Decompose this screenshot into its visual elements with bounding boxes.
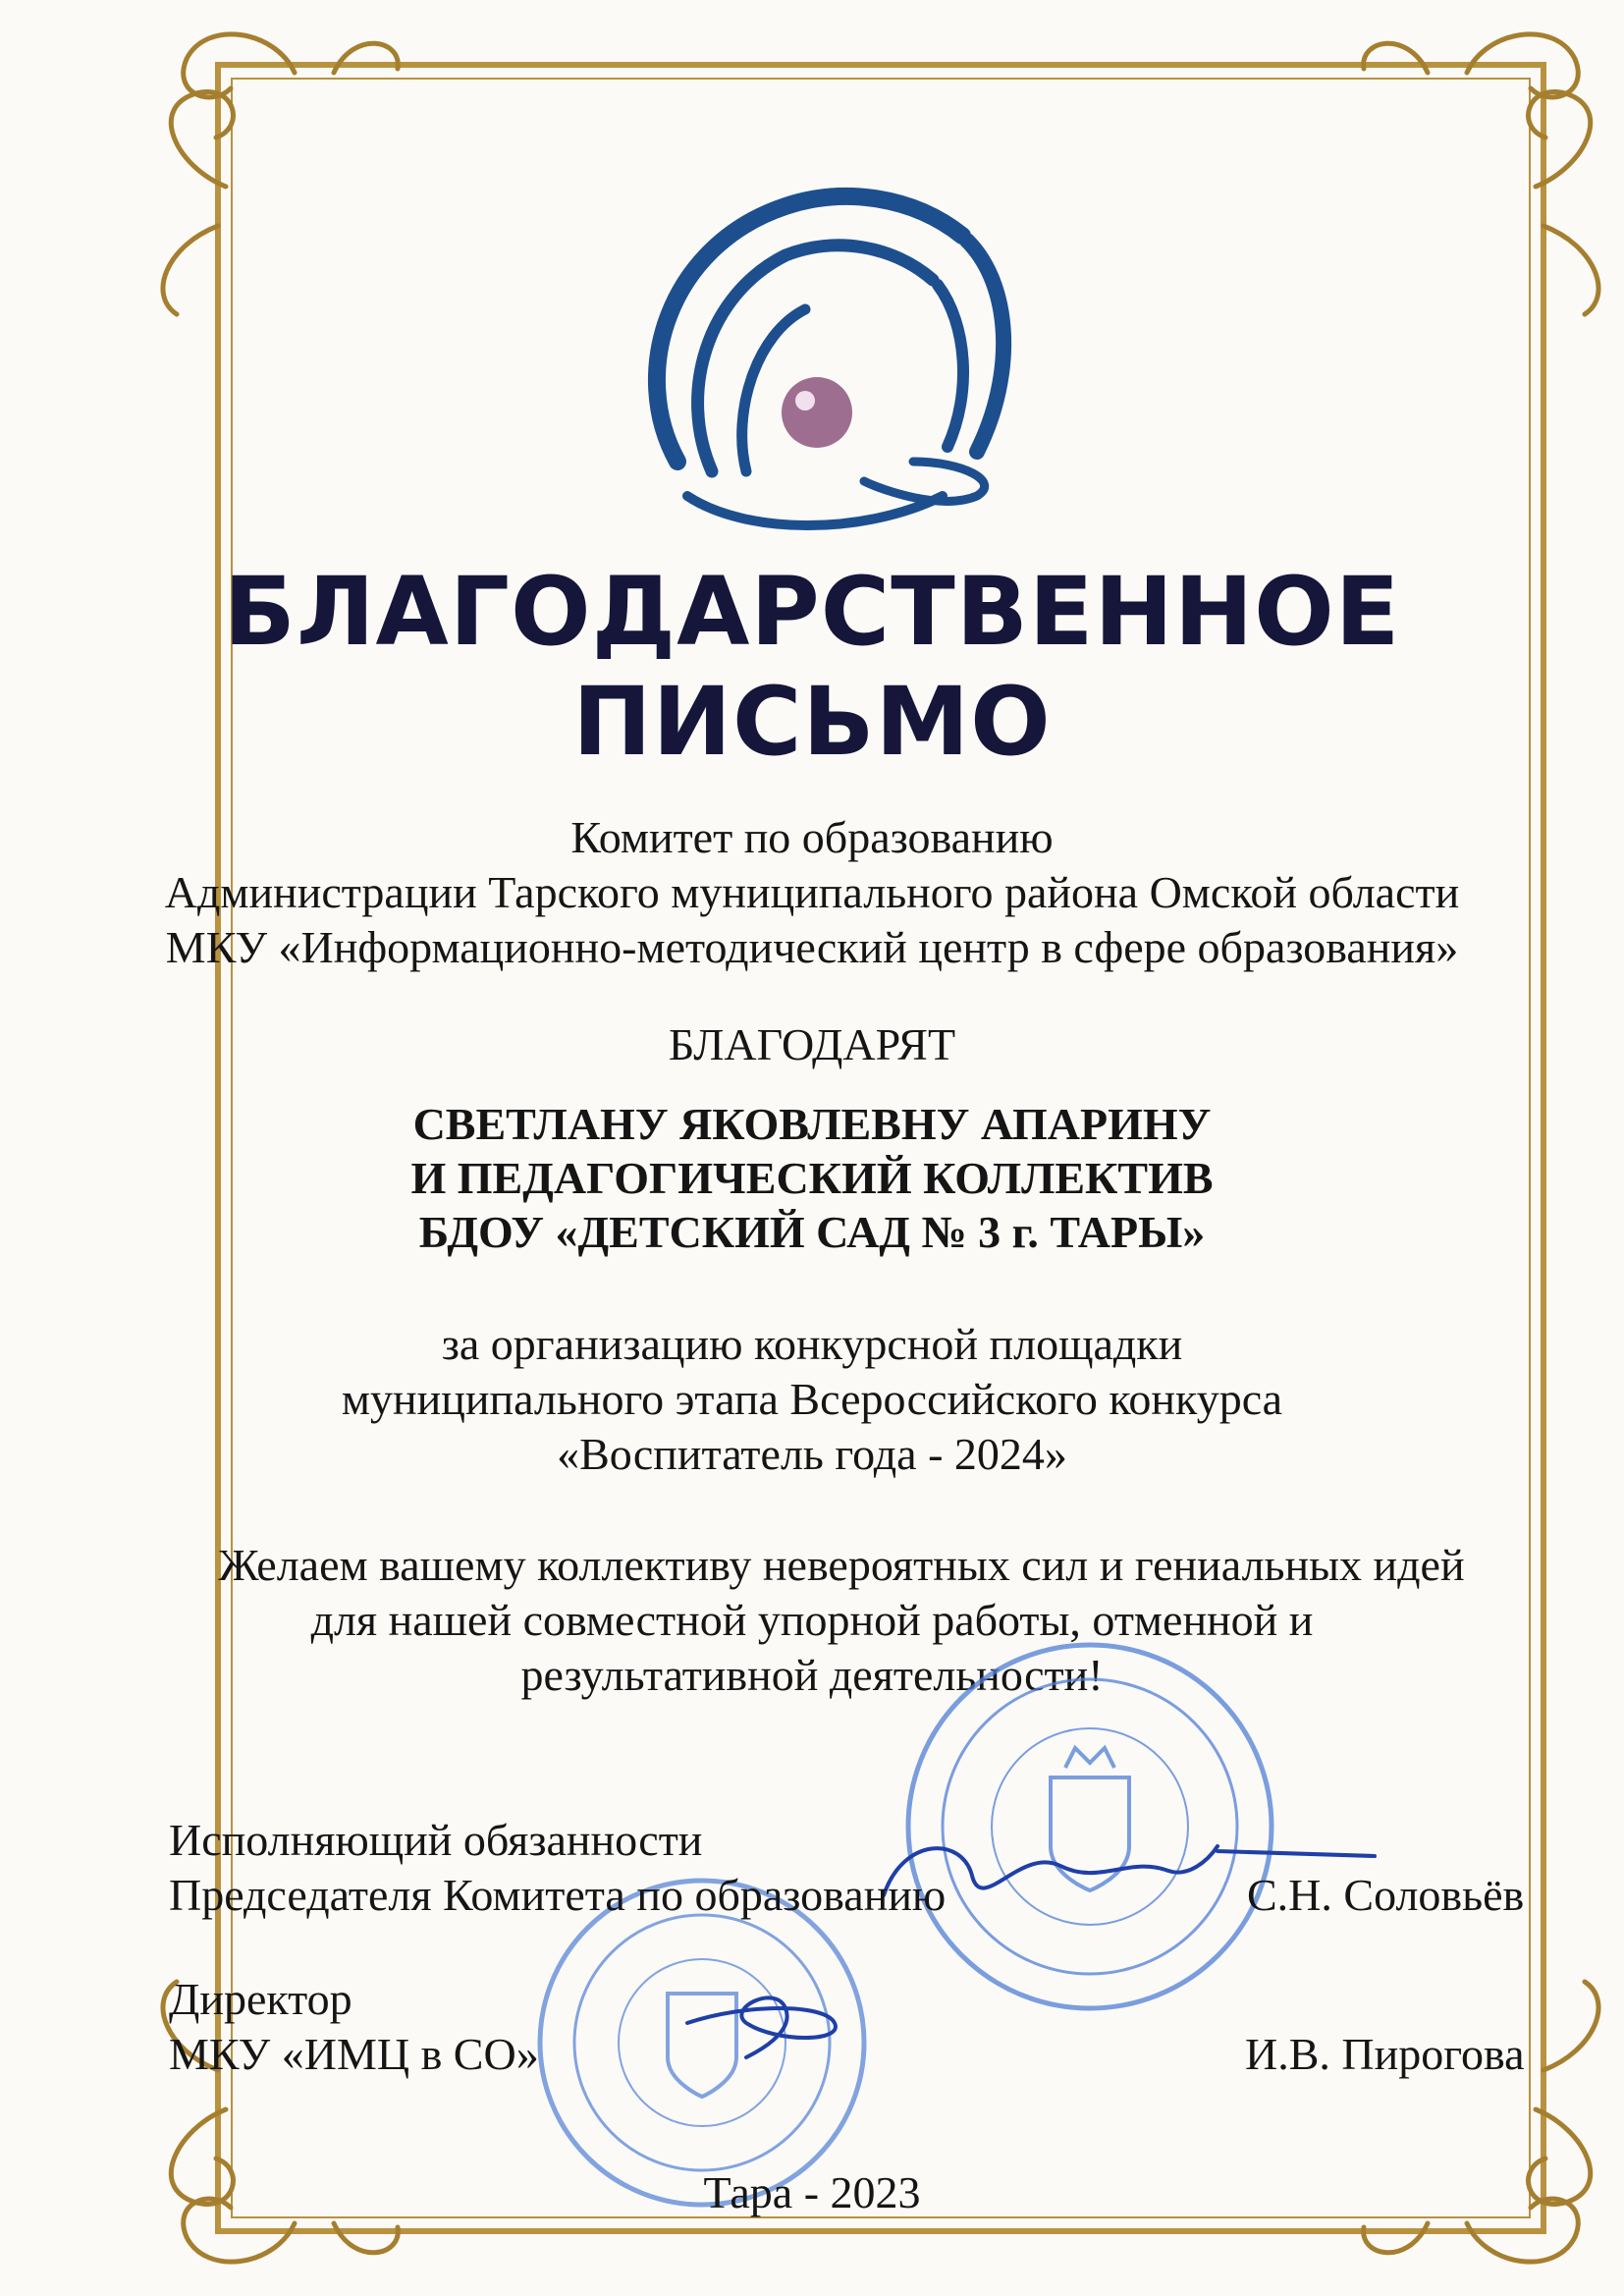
- reason-line-3: «Воспитатель года - 2024»: [557, 1429, 1067, 1479]
- place-year: Тара - 2023: [703, 2167, 921, 2217]
- wish-line-2: для нашей совместной упорной работы, отменной и: [310, 1595, 1314, 1645]
- signer1-position-line-1: Исполняющий обязанности: [169, 1815, 703, 1865]
- signer2-position-line-2: МКУ «ИМЦ в СО»: [169, 2029, 539, 2079]
- signer1-position-line-2: Председателя Комитета по образованию: [169, 1870, 947, 1920]
- corner-ornament-top-left: [163, 34, 398, 314]
- recipient-line-2: И ПЕДАГОГИЧЕСКИЙ КОЛЛЕКТИВ: [410, 1153, 1214, 1203]
- title-line-2: ПИСЬМО: [572, 667, 1052, 777]
- signer2-position-line-1: Директор: [169, 1974, 352, 2024]
- issuer-line-1: Комитет по образованию: [570, 812, 1054, 862]
- reason-line-1: за организацию конкурсной площадки: [441, 1319, 1183, 1369]
- reason-line-2: муниципального этапа Всероссийского конкурса: [341, 1374, 1283, 1424]
- recipient-line-1: СВЕТЛАНУ ЯКОВЛЕВНУ АПАРИНУ: [412, 1099, 1212, 1149]
- signer2-name: И.В. Пирогова: [1245, 2029, 1525, 2079]
- title-line-1: БЛАГОДАРСТВЕННОЕ: [223, 557, 1401, 667]
- wish-line-1: Желаем вашему коллективу невероятных сил и гениальных идей: [218, 1540, 1465, 1590]
- recipient-line-3: БДОУ «ДЕТСКИЙ САД № 3 г. ТАРЫ»: [418, 1207, 1206, 1257]
- issuer-line-3: МКУ «Информационно-методический центр в сфере образования»: [165, 922, 1459, 972]
- thanks-word: БЛАГОДАРЯТ: [668, 1019, 956, 1069]
- corner-ornament-top-right: [1364, 34, 1598, 314]
- issuer-line-2: Администрации Тарского муниципального района Омской области: [164, 867, 1460, 917]
- wish-line-3: результативной деятельности!: [520, 1650, 1104, 1700]
- signer1-name: С.Н. Соловьёв: [1247, 1870, 1525, 1920]
